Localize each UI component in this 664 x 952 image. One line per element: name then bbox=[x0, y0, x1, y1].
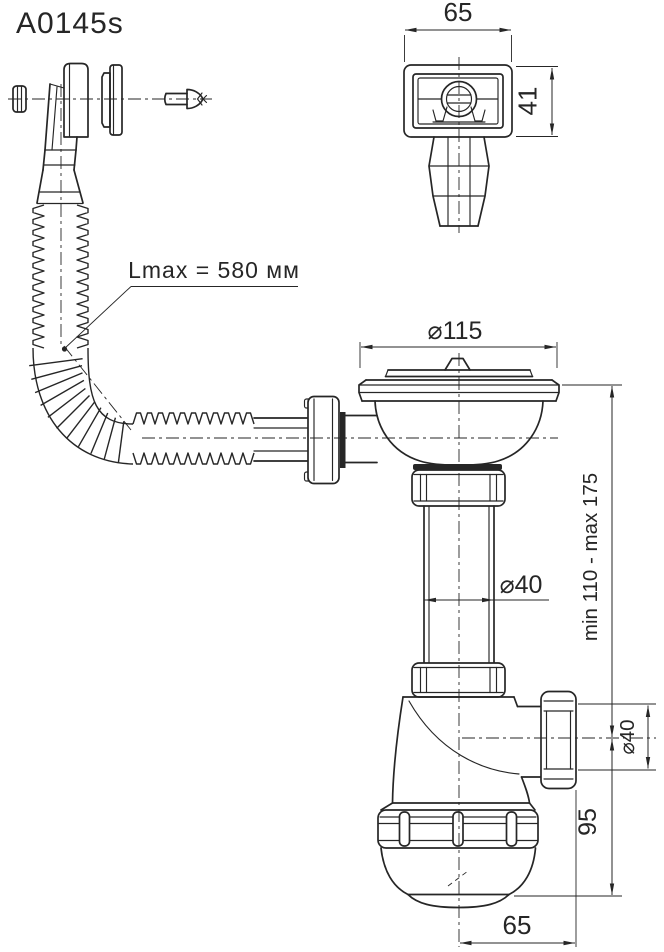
trap-cup bbox=[381, 848, 536, 908]
dim-height-range: min 110 - max 175 bbox=[579, 472, 602, 642]
inlet-gasket bbox=[340, 412, 346, 468]
dim-outlet-offset: 65 bbox=[502, 910, 532, 940]
strainer-knob bbox=[445, 359, 470, 371]
bowl-gasket bbox=[413, 464, 502, 470]
corrugated-hose bbox=[29, 205, 377, 484]
strainer-locknut bbox=[412, 470, 505, 506]
overflow-elbow bbox=[37, 64, 88, 204]
overflow-mount-parts bbox=[8, 64, 212, 204]
trap-top-nut bbox=[412, 663, 505, 697]
overflow-front-view bbox=[404, 57, 512, 233]
dim-outlet-diameter: ⌀40 bbox=[616, 719, 639, 755]
label-hose-max-length: Lmax = 580 мм bbox=[128, 257, 300, 283]
dim-overflow-width: 65 bbox=[443, 0, 473, 27]
overflow-gasket bbox=[102, 65, 122, 135]
hose-end-pipe bbox=[254, 418, 310, 461]
drawing-title: A0145s bbox=[16, 7, 124, 40]
dim-trap-depth: 95 bbox=[574, 808, 602, 836]
dim-tailpipe-diameter: ⌀40 bbox=[499, 571, 543, 599]
dimensions bbox=[62, 0, 656, 947]
dim-overflow-height: 41 bbox=[512, 86, 543, 116]
bottle-trap bbox=[378, 663, 576, 908]
hose-union-nut bbox=[305, 397, 340, 484]
trap-collar bbox=[378, 803, 538, 848]
trap-body bbox=[393, 697, 542, 803]
centerlines bbox=[61, 84, 656, 947]
dim-grid-diameter: ⌀115 bbox=[427, 317, 483, 345]
trap-outlet-nut bbox=[541, 692, 576, 789]
